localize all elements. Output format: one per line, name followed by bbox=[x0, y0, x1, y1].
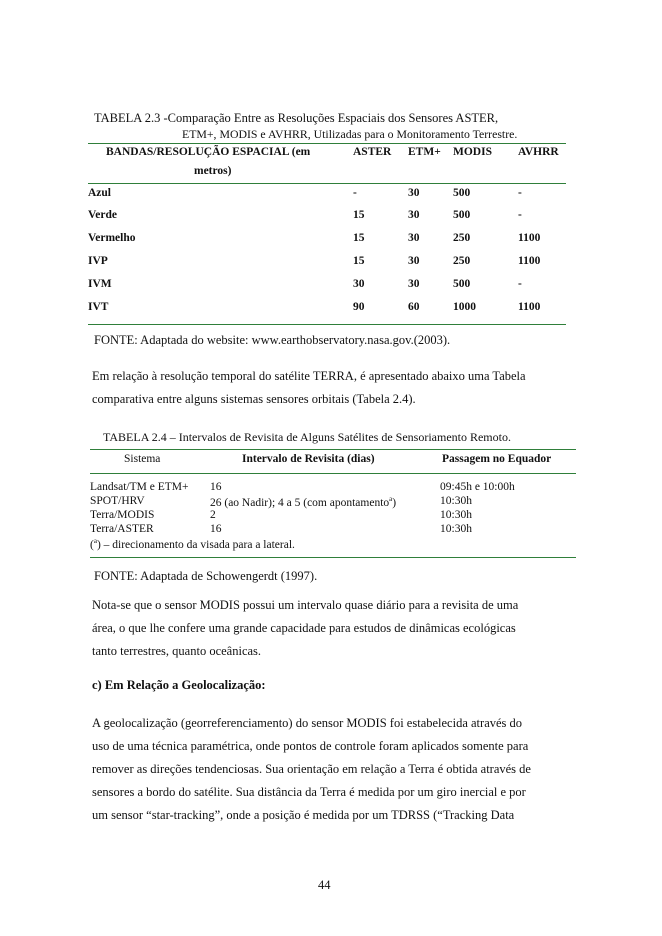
table-2-4-header-rule bbox=[90, 473, 576, 474]
etm-value: 30 bbox=[408, 278, 420, 290]
modis-value: 250 bbox=[453, 232, 471, 244]
avhrr-value: - bbox=[518, 187, 522, 199]
table-2-3-source: FONTE: Adaptada do website: www.earthobservatory.nasa.gov.(2003). bbox=[94, 333, 451, 347]
avhrr-value: 1100 bbox=[518, 232, 541, 244]
revisit-interval: 16 bbox=[210, 481, 222, 493]
aster-value: 90 bbox=[353, 301, 365, 313]
table-footnote bbox=[90, 537, 576, 551]
system-name: Terra/MODIS bbox=[90, 509, 155, 521]
paragraph-line: Nota-se que o sensor MODIS possui um intervalo quase diário para a revisita de uma bbox=[92, 598, 519, 612]
header-bands-line1: BANDAS/RESOLUÇÃO ESPACIAL (em bbox=[106, 146, 311, 158]
footnote-text bbox=[90, 537, 295, 551]
header-modis: MODIS bbox=[453, 146, 492, 158]
paragraph-line: Em relação à resolução temporal do satélite TERRA, é apresentado abaixo uma Tabela bbox=[92, 369, 526, 383]
aster-value: 15 bbox=[353, 209, 365, 221]
table-row bbox=[90, 495, 576, 509]
footnote-marker: a bbox=[93, 537, 97, 545]
modis-value: 1000 bbox=[453, 301, 476, 313]
paragraph-modis-revisit bbox=[92, 594, 568, 663]
etm-value: 60 bbox=[408, 301, 420, 313]
table-row bbox=[90, 481, 576, 495]
header-bands-line2: metros) bbox=[194, 165, 232, 177]
avhrr-value: 1100 bbox=[518, 301, 541, 313]
paragraph-line: uso de uma técnica paramétrica, onde pontos de controle foram aplicados somente para bbox=[92, 739, 529, 753]
revisit-interval: 16 bbox=[210, 523, 222, 535]
band-name: IVP bbox=[88, 255, 108, 267]
page-number: 44 bbox=[318, 878, 331, 892]
table-row bbox=[88, 301, 566, 321]
avhrr-value: - bbox=[518, 278, 522, 290]
section-heading: c) Em Relação a Geolocalização: bbox=[92, 678, 266, 692]
modis-value: 500 bbox=[453, 278, 471, 290]
modis-value: 500 bbox=[453, 209, 471, 221]
header-interval: Intervalo de Revisita (dias) bbox=[242, 453, 375, 465]
table-2-4-bottom-rule bbox=[90, 557, 576, 558]
modis-value: 250 bbox=[453, 255, 471, 267]
band-name: Vermelho bbox=[88, 232, 136, 244]
table-row bbox=[88, 255, 566, 275]
avhrr-value: - bbox=[518, 209, 522, 221]
header-equator: Passagem no Equador bbox=[442, 453, 552, 465]
paragraph-geolocation bbox=[92, 712, 568, 827]
equator-crossing: 10:30h bbox=[440, 495, 472, 507]
table-row bbox=[90, 509, 576, 523]
header-avhrr: AVHRR bbox=[518, 146, 559, 158]
table-row bbox=[88, 209, 566, 229]
paragraph-line: A geolocalização (georreferenciamento) do sensor MODIS foi estabelecida através do bbox=[92, 716, 523, 730]
aster-value: 15 bbox=[353, 232, 365, 244]
table-row bbox=[88, 232, 566, 252]
aster-value: 15 bbox=[353, 255, 365, 267]
etm-value: 30 bbox=[408, 209, 420, 221]
band-name: IVM bbox=[88, 278, 112, 290]
table-2-4-top-rule bbox=[90, 449, 576, 450]
table-row bbox=[88, 278, 566, 298]
header-etm: ETM+ bbox=[408, 146, 441, 158]
table-row bbox=[88, 187, 566, 207]
modis-value: 500 bbox=[453, 187, 471, 199]
table-2-3-bottom-rule bbox=[88, 324, 566, 325]
table-2-3 bbox=[88, 143, 566, 329]
paragraph-line: sensores a bordo do satélite. Sua distância da Terra é medida por um giro inercial e por bbox=[92, 785, 526, 799]
paragraph-line: tanto terrestres, quanto oceânicas. bbox=[92, 644, 262, 658]
equator-crossing: 10:30h bbox=[440, 509, 472, 521]
table-2-3-caption-line2: ETM+, MODIS e AVHRR, Utilizadas para o Monitoramento Terrestre. bbox=[182, 127, 518, 141]
footnote-marker: a bbox=[389, 495, 393, 503]
paragraph-temporal-resolution bbox=[92, 365, 568, 411]
table-2-3-caption bbox=[94, 110, 566, 142]
table-2-4-caption: TABELA 2.4 – Intervalos de Revisita de Alguns Satélites de Sensoriamento Remoto. bbox=[103, 430, 511, 444]
etm-value: 30 bbox=[408, 232, 420, 244]
band-name: Verde bbox=[88, 209, 117, 221]
table-2-4-source: FONTE: Adaptada de Schowengerdt (1997). bbox=[94, 569, 318, 583]
table-2-3-top-rule bbox=[88, 143, 566, 144]
etm-value: 30 bbox=[408, 255, 420, 267]
band-name: IVT bbox=[88, 301, 109, 313]
system-name: SPOT/HRV bbox=[90, 495, 145, 507]
footnote-rest: ) – direcionamento da visada para a lateral. bbox=[96, 538, 295, 551]
revisit-interval bbox=[210, 495, 396, 509]
paragraph-line: comparativa entre alguns sistemas sensores orbitais (Tabela 2.4). bbox=[92, 392, 416, 406]
paragraph-line: um sensor “star-tracking”, onde a posição é medida por um TDRSS (“Tracking Data bbox=[92, 808, 515, 822]
revisit-interval-text: 26 (ao Nadir); 4 a 5 (com apontamento bbox=[210, 496, 390, 509]
paragraph-line: remover as direções tendenciosas. Sua orientação em relação a Terra é obtida através de bbox=[92, 762, 531, 776]
footnote-open: ( bbox=[90, 538, 94, 551]
table-2-4 bbox=[90, 449, 576, 574]
equator-crossing: 09:45h e 10:00h bbox=[440, 481, 515, 493]
avhrr-value: 1100 bbox=[518, 255, 541, 267]
table-2-3-header-rule bbox=[88, 183, 566, 184]
paragraph-line: área, o que lhe confere uma grande capacidade para estudos de dinâmicas ecológicas bbox=[92, 621, 516, 635]
etm-value: 30 bbox=[408, 187, 420, 199]
system-name: Landsat/TM e ETM+ bbox=[90, 481, 189, 493]
aster-value: 30 bbox=[353, 278, 365, 290]
band-name: Azul bbox=[88, 187, 111, 199]
table-2-3-caption-line1: TABELA 2.3 -Comparação Entre as Resoluções Espaciais dos Sensores ASTER, bbox=[94, 111, 499, 125]
system-name: Terra/ASTER bbox=[90, 523, 154, 535]
revisit-interval: 2 bbox=[210, 509, 216, 521]
header-system: Sistema bbox=[124, 453, 161, 465]
header-aster: ASTER bbox=[353, 146, 392, 158]
aster-value: - bbox=[353, 187, 357, 199]
revisit-interval-close: ) bbox=[392, 496, 397, 509]
table-row bbox=[90, 523, 576, 537]
equator-crossing: 10:30h bbox=[440, 523, 472, 535]
